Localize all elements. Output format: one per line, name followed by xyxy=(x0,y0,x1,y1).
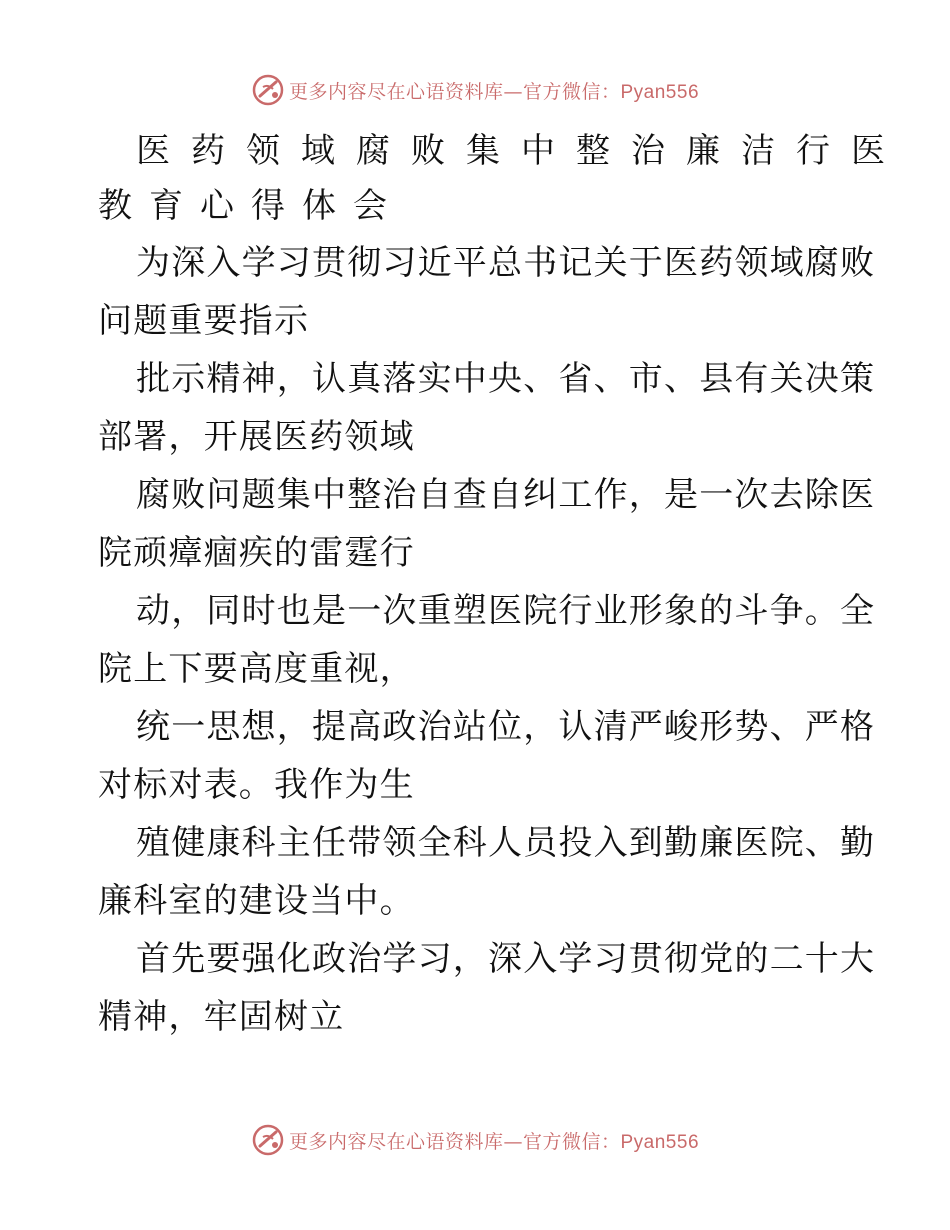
paragraph xyxy=(98,698,876,814)
title-line-1: 医药领域腐败集中整治廉洁行医 xyxy=(136,131,906,171)
watermark-text: 更多内容尽在心语资料库—官方微信：Pyan556 xyxy=(288,80,700,103)
header-watermark xyxy=(0,70,950,110)
paragraph-line: 统一思想，提高政治站位，认清严峻形势、严格 xyxy=(136,707,876,747)
document-title xyxy=(98,124,906,234)
paragraph xyxy=(98,582,876,698)
paragraph-line: 批示精神，认真落实中央、省、市、县有关决策 xyxy=(136,359,876,399)
paragraph xyxy=(98,930,876,1046)
paragraph-line: 院顽瘴痼疾的雷霆行 xyxy=(98,533,415,573)
paragraph-line: 院上下要高度重视， xyxy=(98,649,415,689)
document-body xyxy=(98,124,906,1046)
paragraph xyxy=(98,350,876,466)
paragraph-line: 精神，牢固树立 xyxy=(98,997,345,1037)
logo-icon xyxy=(251,73,285,107)
logo-icon xyxy=(251,1123,285,1157)
paragraph xyxy=(98,234,876,350)
paragraph xyxy=(98,466,876,582)
paragraph-line: 动，同时也是一次重塑医院行业形象的斗争。全 xyxy=(136,591,876,631)
paragraph xyxy=(98,814,876,930)
paragraph-line: 问题重要指示 xyxy=(98,301,310,341)
footer-watermark xyxy=(0,1120,950,1160)
paragraph-line: 部署，开展医药领域 xyxy=(98,417,415,457)
watermark-text: 更多内容尽在心语资料库—官方微信：Pyan556 xyxy=(288,1130,700,1153)
title-line-2: 教育心得体会 xyxy=(98,186,404,226)
paragraph-line: 殖健康科主任带领全科人员投入到勤廉医院、勤 xyxy=(136,823,876,863)
paragraph-line: 腐败问题集中整治自查自纠工作，是一次去除医 xyxy=(136,475,876,515)
paragraph-line: 为深入学习贯彻习近平总书记关于医药领域腐败 xyxy=(136,243,876,283)
paragraph-line: 廉科室的建设当中。 xyxy=(98,881,415,921)
paragraph-line: 对标对表。我作为生 xyxy=(98,765,415,805)
paragraph-line: 首先要强化政治学习，深入学习贯彻党的二十大 xyxy=(136,939,876,979)
